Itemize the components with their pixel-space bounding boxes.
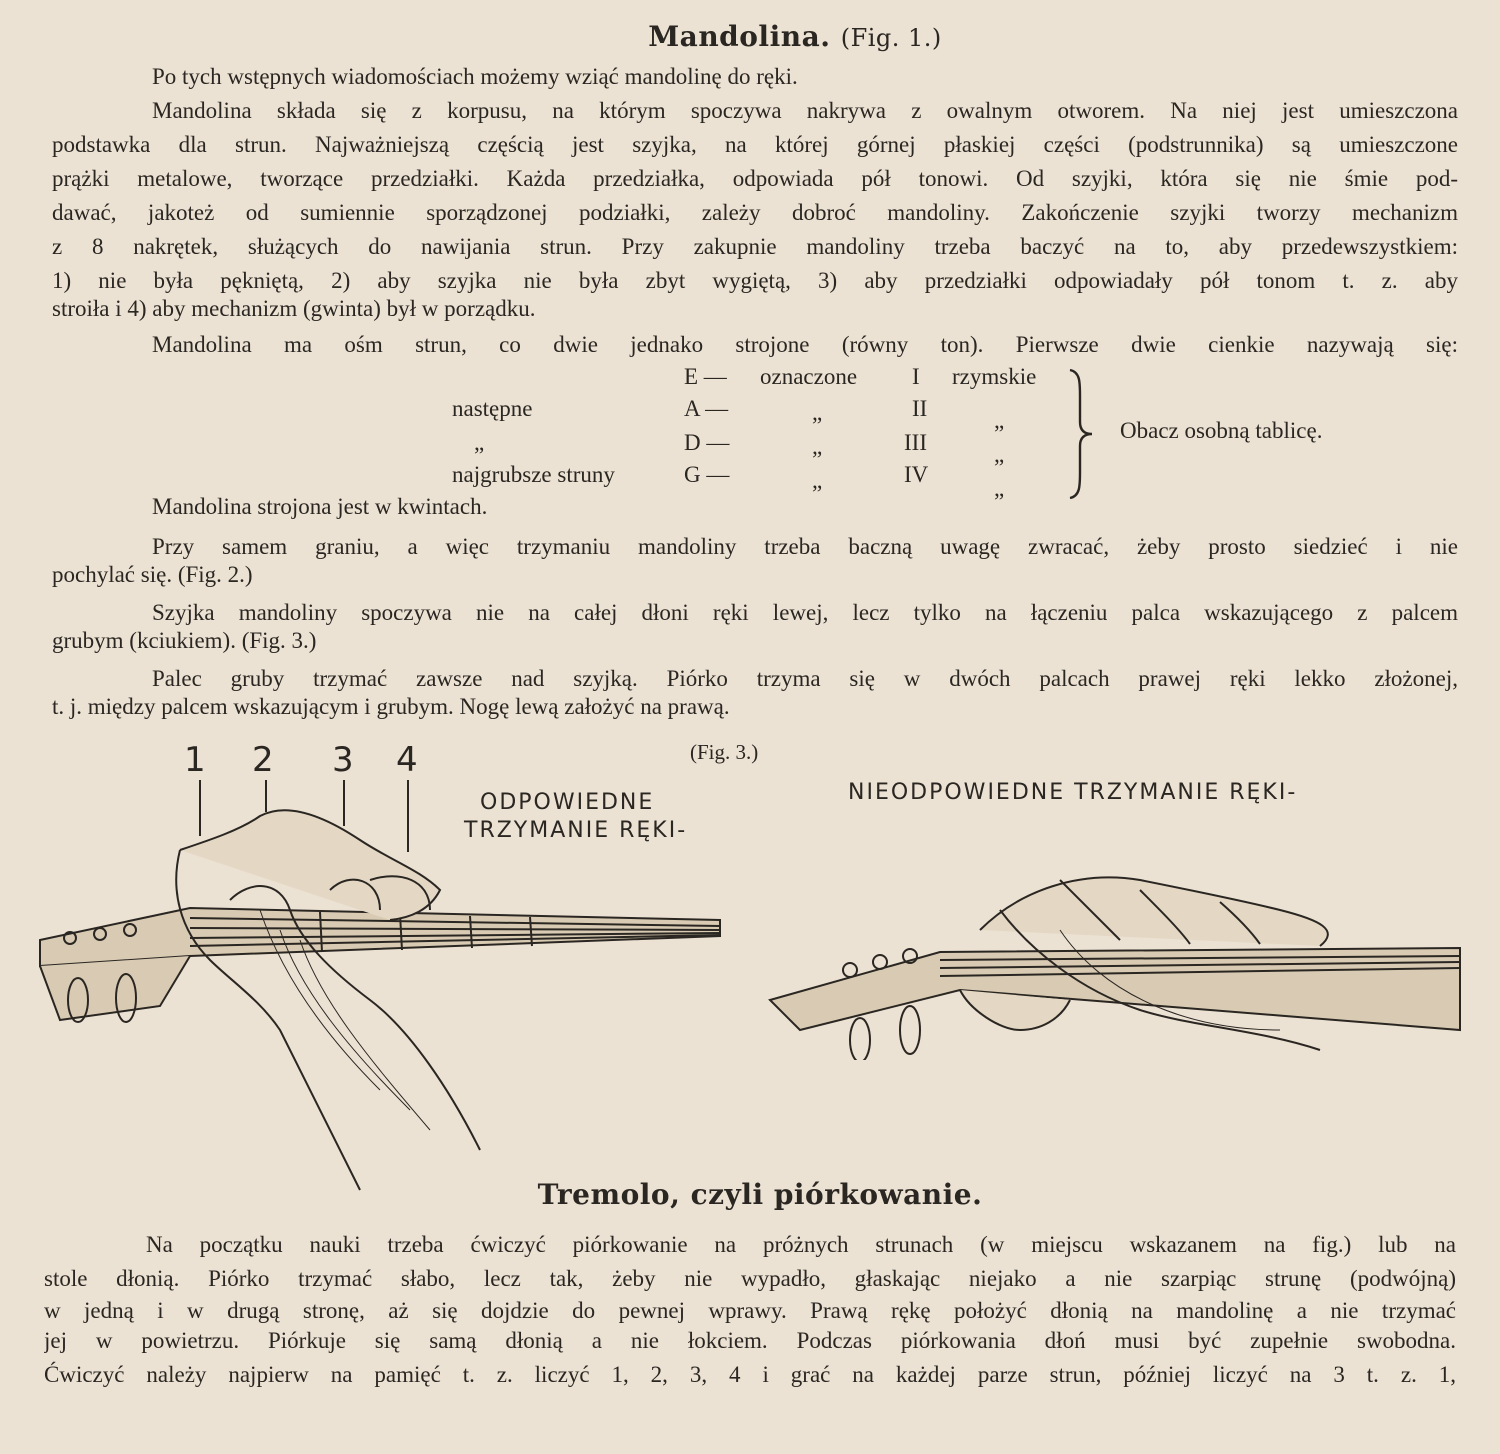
string-note: E —: [684, 364, 727, 389]
bad-grip-label: NIEODPOWIEDNE TRZYMANIE RĘKI-: [848, 780, 1298, 805]
string-note: D —: [684, 430, 730, 455]
row-prefix: najgrubsze struny: [452, 462, 615, 487]
text-line: stole dłonią. Piórko trzymać słabo, lecz tak, żeby nie wypadło, głaskając niejako a nie szarpiąc strunę (podwójną): [44, 1266, 1456, 1291]
row-prefix: „: [474, 430, 485, 455]
section-title-tremolo: Tremolo, czyli piórkowanie.: [537, 1178, 983, 1211]
text-line: podstawka dla strun. Najważniejszą częścią jest szyjka, na której górnej płaskiej części (podstrunnika) są umieszczone: [52, 132, 1458, 157]
finger-number-2: 2: [252, 740, 274, 780]
good-grip-label: TRZYMANIE RĘKI-: [464, 818, 688, 843]
finger-number-1: 1: [184, 740, 206, 780]
text-line: Ćwiczyć należy najpierw na pamięć t. z. liczyć 1, 2, 3, 4 i grać na każdej parze strun, później liczyć na 3 t. z. 1,: [44, 1362, 1456, 1387]
text-line: jej w powietrzu. Piórkuje się samą dłonią a nie łokciem. Podczas piórkowania dłoń musi być zupełnie swobodna.: [44, 1328, 1456, 1353]
string-roman: II: [912, 396, 928, 421]
text-line: Mandolina ma ośm strun, co dwie jednako strojone (równy ton). Pierwsze dwie cienkie nazywają się:: [152, 332, 1458, 357]
string-suffix: rzymskie: [952, 364, 1037, 389]
finger-number-3: 3: [332, 740, 354, 780]
text-line: Mandolina składa się z korpusu, na którym spoczywa nakrywa z owalnym otworem. Na niej jest umieszczona: [152, 98, 1458, 123]
title-text: Mandolina.: [648, 20, 831, 53]
incorrect-grip-illustration: [760, 730, 1470, 1060]
string-label: oznaczone: [760, 364, 858, 389]
string-roman: I: [912, 364, 920, 389]
curly-brace-icon: [1066, 366, 1096, 502]
row-prefix: następne: [452, 396, 533, 421]
text-line: stroiła i 4) aby mechanizm (gwinta) był w porządku.: [52, 296, 536, 321]
string-suffix: „: [994, 408, 1005, 433]
string-note: G —: [684, 462, 730, 487]
string-label: „: [812, 468, 823, 493]
text-line: Szyjka mandoliny spoczywa nie na całej dłoni ręki lewej, lecz tylko na łączeniu palca wskazującego z palcem: [152, 600, 1458, 625]
text-line: 1) nie była pękniętą, 2) aby szyjka nie była zbyt wygiętą, 3) aby przedziałki odpowiadały pół tonom t. z. aby: [52, 268, 1458, 293]
text-line: prążki metalowe, tworzące przedziałki. Każda przedziałka, odpowiada pół tonowi. Od szyjki, która się nie śmie pod-: [52, 166, 1458, 191]
good-grip-label: ODPOWIEDNE: [480, 790, 655, 815]
finger-number-4: 4: [396, 740, 418, 780]
text-line: Mandolina strojona jest w kwintach.: [152, 494, 488, 519]
string-roman: III: [904, 430, 927, 455]
string-roman: IV: [904, 462, 929, 487]
text-line: pochylać się. (Fig. 2.): [52, 562, 253, 587]
title-fig-ref: (Fig. 1.): [840, 24, 942, 52]
section-title-mandolina: [0, 20, 1500, 53]
figure-caption: (Fig. 3.): [690, 740, 759, 764]
text-line: Na początku nauki trzeba ćwiczyć piórkowanie na próżnych strunach (w miejscu wskazanem na fig.) lub na: [146, 1232, 1456, 1257]
text-line: t. j. między palcem wskazującym i grubym. Nogę lewą założyć na prawą.: [52, 694, 730, 719]
text-line: Po tych wstępnych wiadomościach możemy wziąć mandolinę do ręki.: [152, 64, 798, 89]
text-line: grubym (kciukiem). (Fig. 3.): [52, 628, 317, 653]
text-line: Palec gruby trzymać zawsze nad szyjką. Piórko trzyma się w dwóch palcach prawej ręki lekko złożonej,: [152, 666, 1458, 691]
text-line: Przy samem graniu, a więc trzymaniu mandoliny trzeba baczną uwagę zwracać, żeby prosto siedzieć i nie: [152, 534, 1458, 559]
correct-grip-illustration: [30, 730, 760, 1200]
string-suffix: „: [994, 442, 1005, 467]
side-note: Obacz osobną tablicę.: [1120, 418, 1323, 443]
string-label: „: [812, 400, 823, 425]
text-line: dawać, jakoteż od sumiennie sporządzonej podziałki, zależy dobroć mandoliny. Zakończenie szyjki tworzy mechanizm: [52, 200, 1458, 225]
string-suffix: „: [994, 476, 1005, 501]
string-note: A —: [684, 396, 729, 421]
text-line: z 8 nakrętek, służących do nawijania strun. Przy zakupnie mandoliny trzeba baczyć na to, aby przedewszystkiem:: [52, 234, 1458, 259]
string-label: „: [812, 434, 823, 459]
text-line: w jedną i w drugą stronę, aż się dojdzie do pewnej wprawy. Prawą rękę położyć dłonią na mandolinę a nie trzymać: [44, 1298, 1456, 1323]
